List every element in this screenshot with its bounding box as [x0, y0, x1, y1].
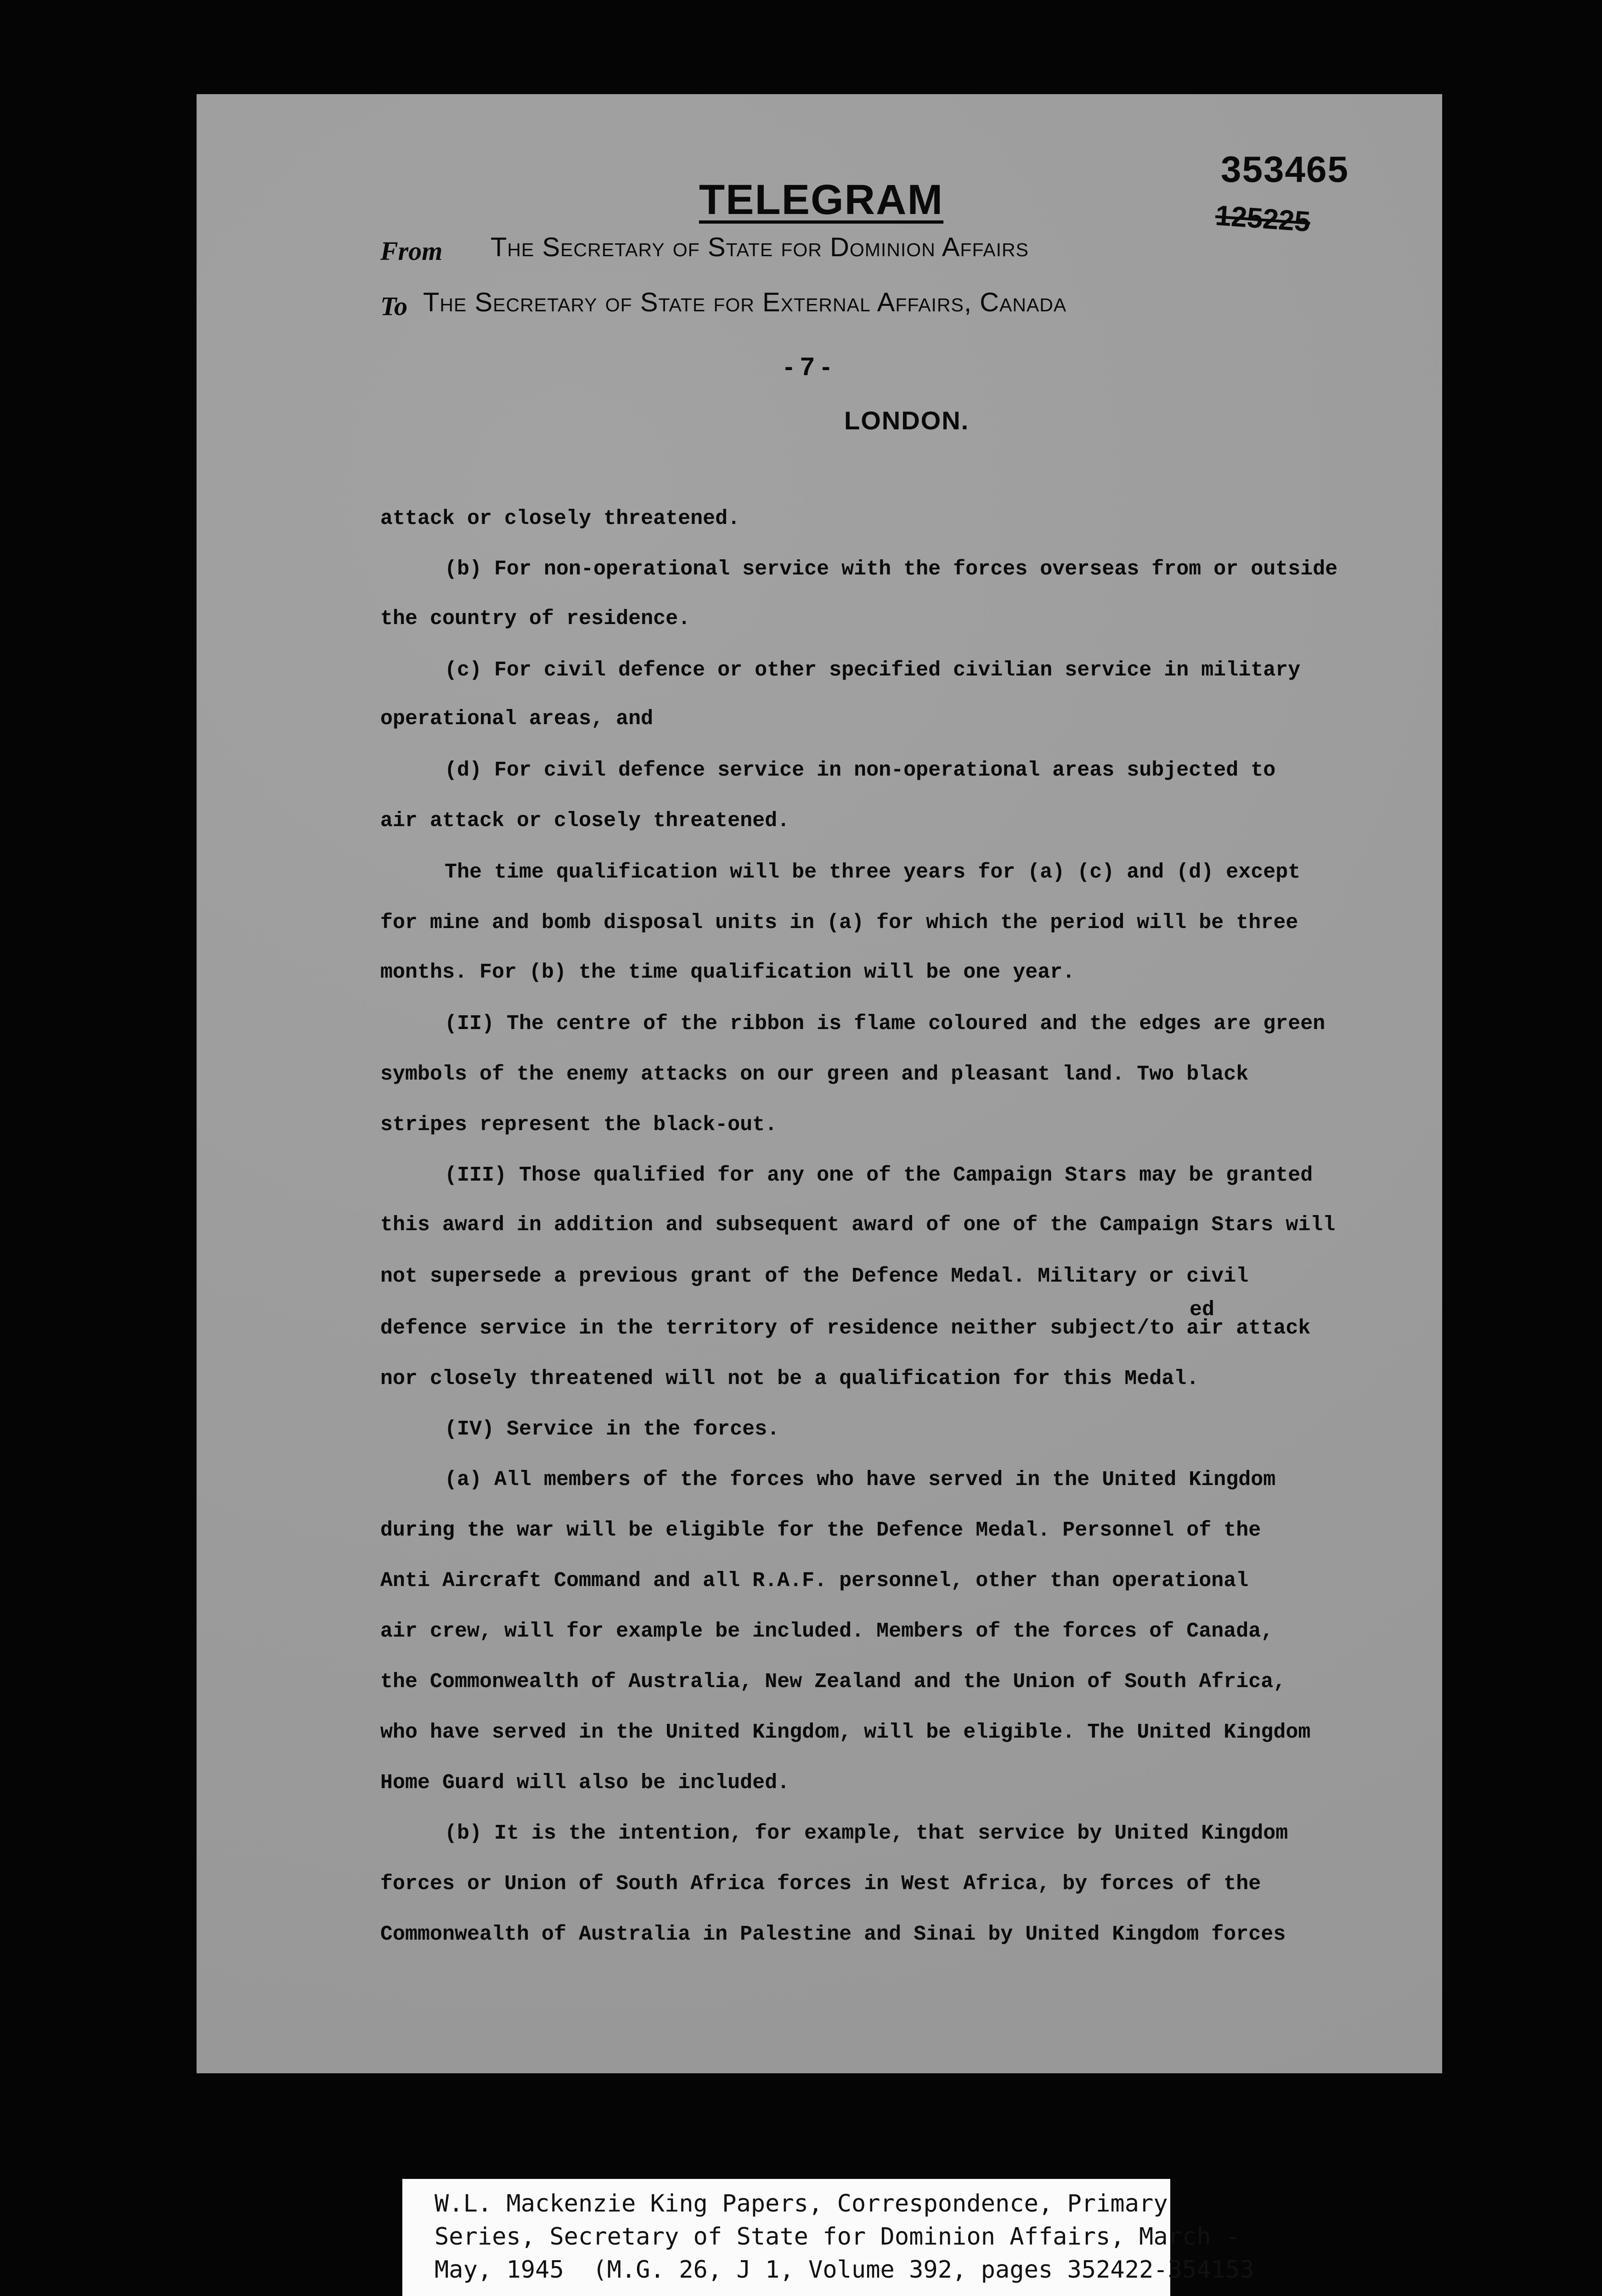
- from-value: The Secretary of State for Dominion Affairs: [491, 232, 1029, 262]
- body-line: defence service in the territory of residence neither subject/to air attack: [380, 1317, 1311, 1340]
- body-line: the country of residence.: [380, 607, 691, 630]
- body-line: during the war will be eligible for the Defence Medal. Personnel of the: [380, 1519, 1261, 1542]
- body-line: (III) Those qualified for any one of the Campaign Stars may be granted: [445, 1164, 1313, 1187]
- body-line: Home Guard will also be included.: [380, 1771, 790, 1795]
- body-line: who have served in the United Kingdom, will be eligible. The United Kingdom: [380, 1721, 1311, 1744]
- body-line: nor closely threatened will not be a qualification for this Medal.: [380, 1367, 1199, 1390]
- to-value: The Secretary of State for External Affairs, Canada: [423, 287, 1067, 317]
- archival-caption: W.L. Mackenzie King Papers, Correspondence, Primary Series, Secretary of State for Dominion Affairs, March - May, 1945 (M.G. 26, J 1, Volume 392, pages 352422-354153: [402, 2179, 1170, 2296]
- body-line: the Commonwealth of Australia, New Zealand and the Union of South Africa,: [380, 1670, 1286, 1694]
- body-line: air attack or closely threatened.: [380, 809, 790, 833]
- telegram-page: [197, 94, 1442, 2073]
- body-line: (c) For civil defence or other specified civilian service in military: [445, 658, 1301, 682]
- to-label: To: [380, 291, 408, 321]
- body-line: not supersede a previous grant of the Defence Medal. Military or civil: [380, 1265, 1249, 1288]
- body-line: Anti Aircraft Command and all R.A.F. personnel, other than operational: [380, 1569, 1249, 1593]
- body-line: (IV) Service in the forces.: [445, 1418, 780, 1441]
- body-line: months. For (b) the time qualification will be one year.: [380, 961, 1075, 984]
- body-line: (b) For non-operational service with the forces overseas from or outside: [445, 557, 1338, 581]
- body-line: stripes represent the black-out.: [380, 1113, 778, 1137]
- body-line: for mine and bomb disposal units in (a) for which the period will be three: [380, 911, 1298, 934]
- body-line: Commonwealth of Australia in Palestine and Sinai by United Kingdom forces: [380, 1923, 1286, 1946]
- body-line: (II) The centre of the ribbon is flame coloured and the edges are green: [445, 1012, 1326, 1035]
- body-line: air crew, will for example be included. Members of the forces of Canada,: [380, 1620, 1274, 1643]
- from-label: From: [380, 236, 443, 266]
- page-number: - 7 -: [784, 352, 830, 381]
- document-title: TELEGRAM: [699, 176, 944, 223]
- struck-old-number: 125225: [1214, 199, 1312, 238]
- body-line: symbols of the enemy attacks on our green and pleasant land. Two black: [380, 1063, 1249, 1086]
- body-line: (d) For civil defence service in non-operational areas subjected to: [445, 759, 1276, 782]
- body-line: forces or Union of South Africa forces in West Africa, by forces of the: [380, 1872, 1261, 1896]
- place-of-origin: LONDON.: [844, 406, 970, 435]
- body-line: attack or closely threatened.: [380, 507, 740, 530]
- body-line: (a) All members of the forces who have served in the United Kingdom: [445, 1468, 1276, 1491]
- body-line: operational areas, and: [380, 707, 654, 731]
- handwritten-insert: ed: [1190, 1298, 1215, 1322]
- body-line: this award in addition and subsequent award of one of the Campaign Stars will: [380, 1213, 1336, 1237]
- body-line: (b) It is the intention, for example, that service by United Kingdom: [445, 1822, 1288, 1845]
- document-number: 353465: [1221, 149, 1349, 190]
- body-line: The time qualification will be three years for (a) (c) and (d) except: [445, 861, 1301, 884]
